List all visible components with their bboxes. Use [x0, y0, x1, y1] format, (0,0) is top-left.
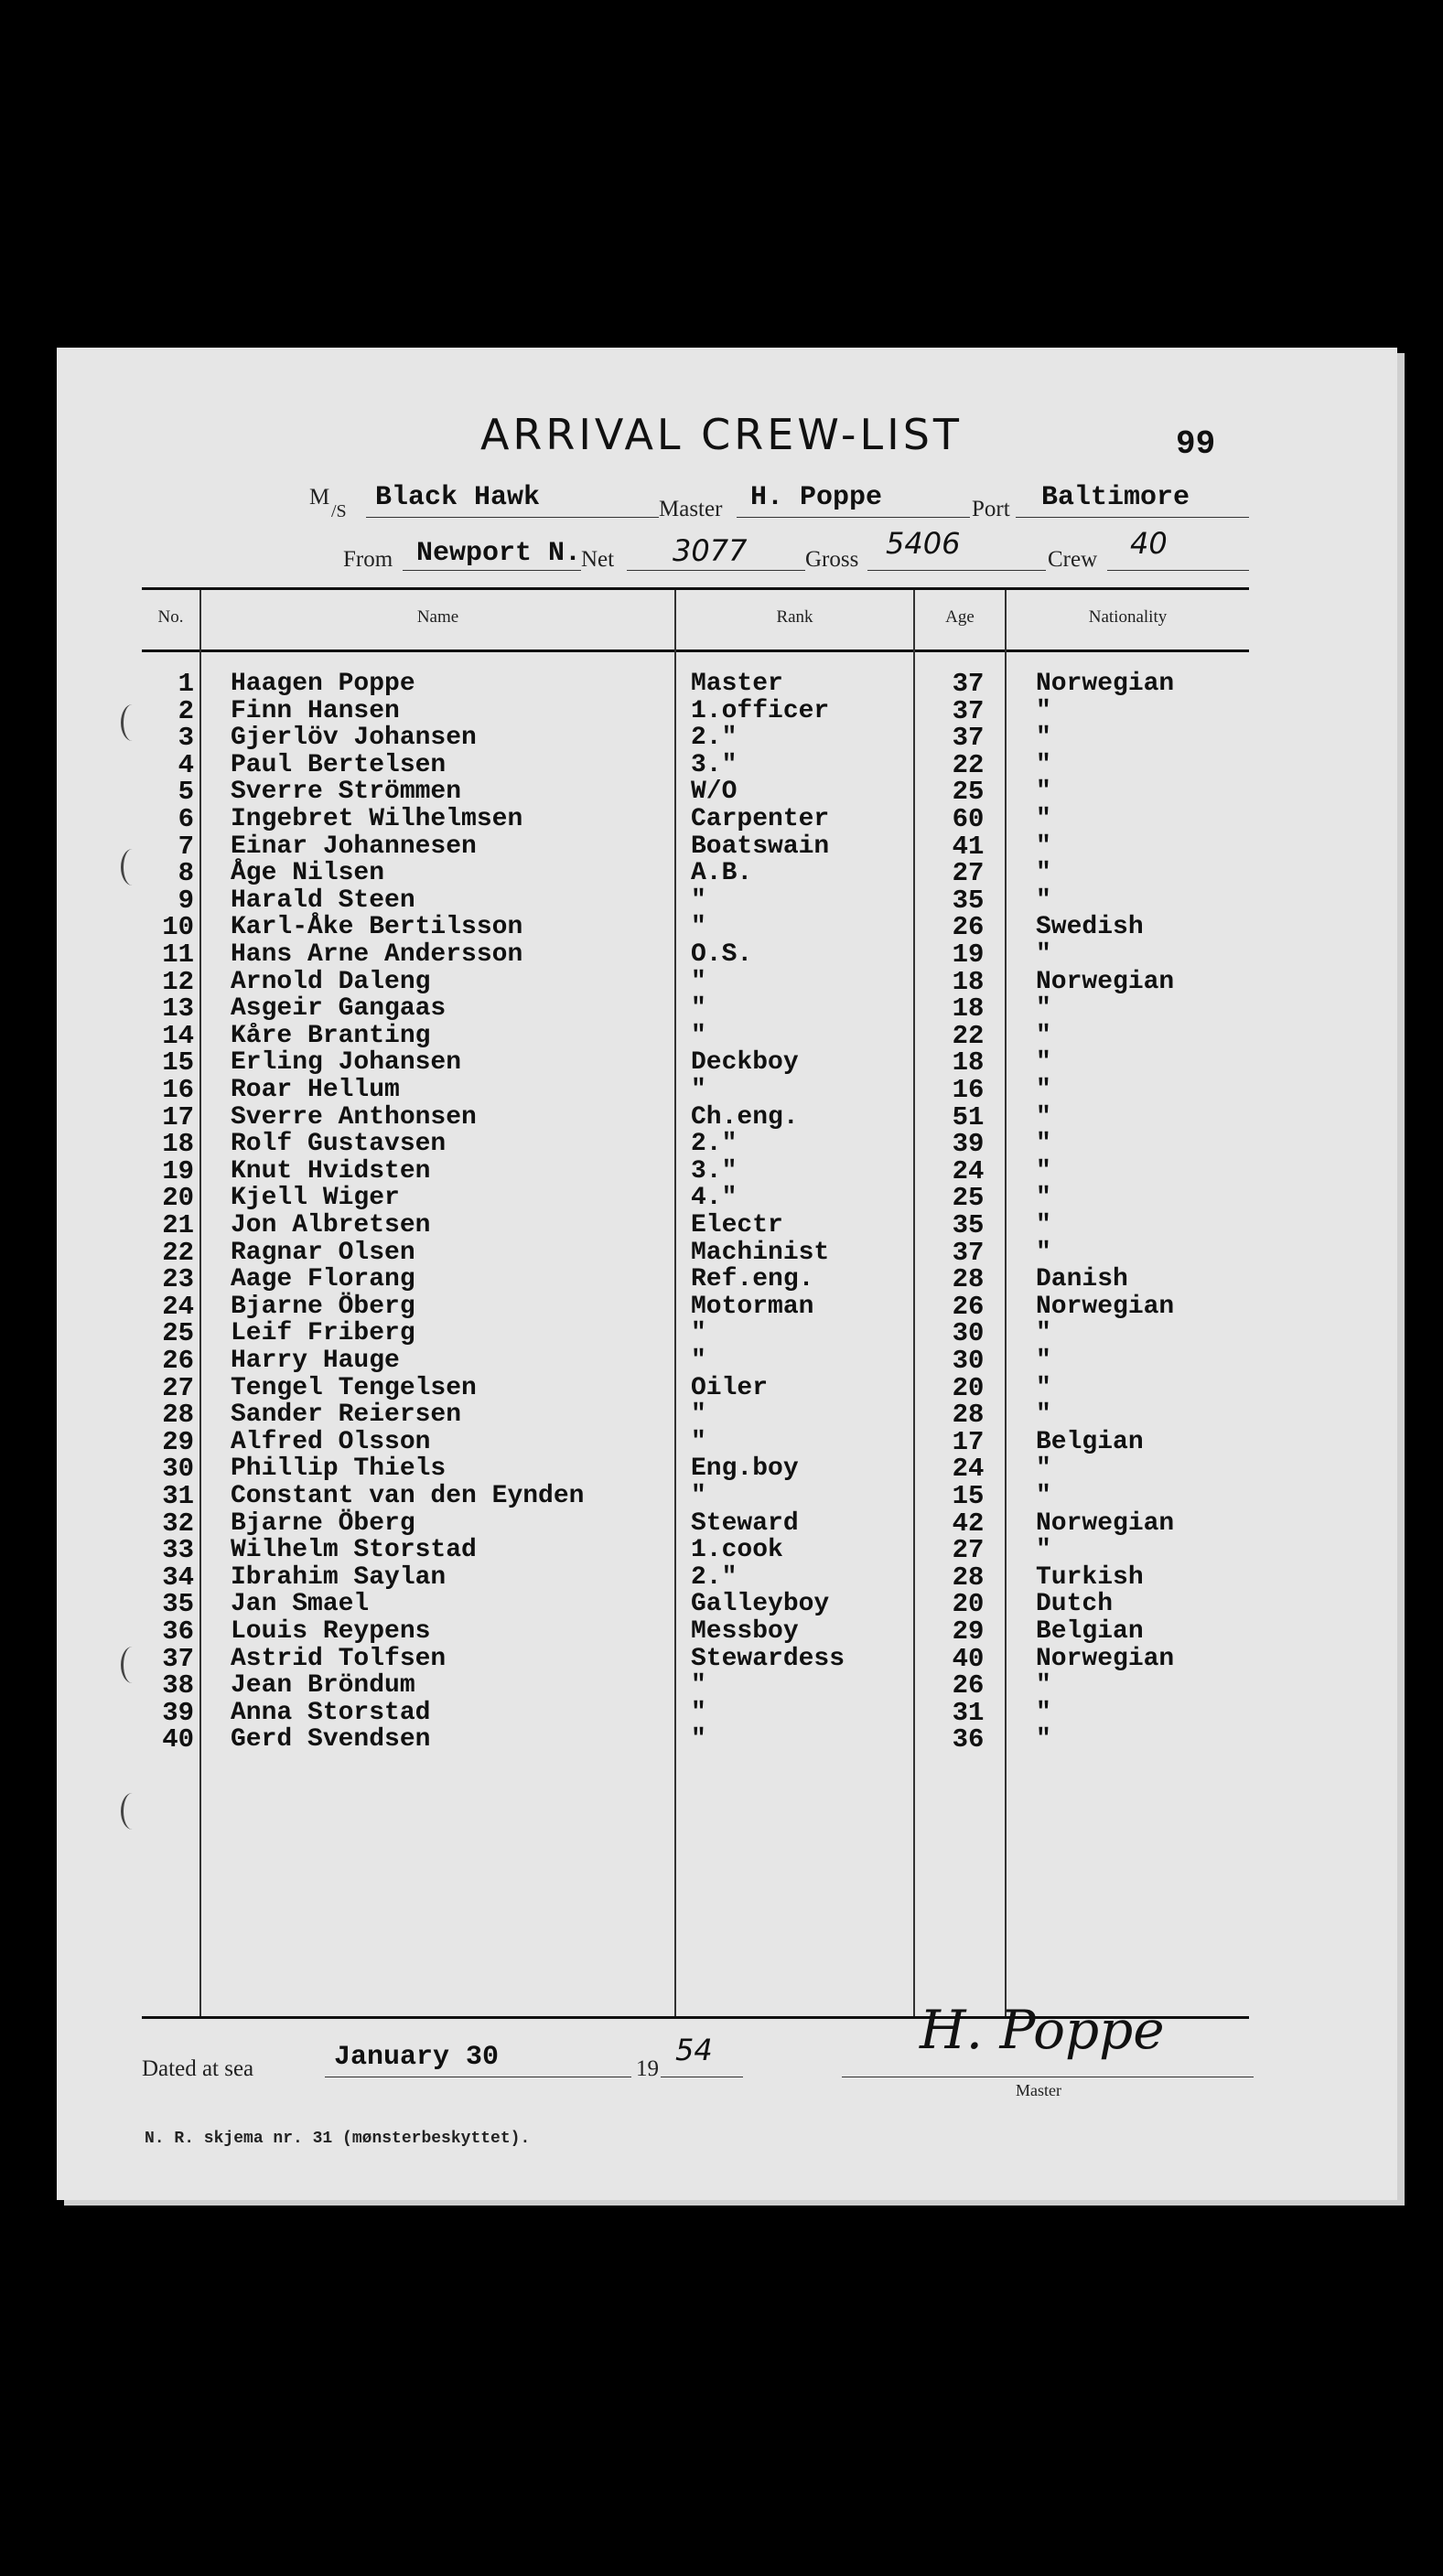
- crew-age: 26: [952, 1292, 985, 1322]
- row-number: 14: [162, 1021, 194, 1051]
- master-label: Master: [659, 497, 723, 521]
- crew-rank: 2.": [691, 1563, 738, 1592]
- crew-rank: Boatswain: [691, 832, 830, 861]
- crew-age: 42: [952, 1508, 985, 1539]
- crew-name: Alfred Olsson: [231, 1428, 431, 1456]
- crew-name: Rolf Gustavsen: [231, 1130, 447, 1158]
- crew-rank: 3.": [691, 751, 738, 779]
- vessel-name: Black Hawk: [375, 482, 541, 513]
- table-row: [0, 724, 1443, 752]
- row-number: 27: [162, 1373, 194, 1403]
- table-row: [0, 1185, 1443, 1212]
- master-signature: H. Poppe: [920, 1999, 1165, 2061]
- row-number: 17: [162, 1102, 194, 1132]
- crew-rank: 3.": [691, 1157, 738, 1186]
- crew-nationality: ": [1036, 1157, 1051, 1186]
- row-number: 31: [162, 1481, 194, 1511]
- year-suffix: 54: [675, 2033, 713, 2067]
- table-row: [0, 1320, 1443, 1347]
- row-number: 12: [162, 967, 194, 997]
- port-underline: [1016, 517, 1249, 518]
- crew-nationality: Swedish: [1036, 913, 1144, 941]
- crew-age: 15: [952, 1481, 985, 1511]
- crew-age: 16: [952, 1075, 985, 1105]
- row-number: 21: [162, 1210, 194, 1240]
- row-number: 22: [162, 1238, 194, 1268]
- row-number: 10: [162, 912, 194, 942]
- row-number: 7: [178, 832, 194, 862]
- crew-name: Karl-Åke Bertilsson: [231, 913, 523, 941]
- row-number: 6: [178, 804, 194, 834]
- crew-age: 37: [952, 1238, 985, 1268]
- row-number: 1: [178, 669, 194, 699]
- crew-age: 60: [952, 804, 985, 834]
- crew-rank: 1.officer: [691, 697, 830, 725]
- crew-rank: Ch.eng.: [691, 1103, 799, 1132]
- crew-age: 31: [952, 1698, 985, 1728]
- row-number: 26: [162, 1346, 194, 1376]
- crew-name: Sander Reiersen: [231, 1401, 462, 1429]
- crew-name: Arnold Daleng: [231, 968, 431, 996]
- punch-hole-mark: [121, 704, 144, 741]
- table-row: [0, 698, 1443, 725]
- crew-name: Erling Johansen: [231, 1048, 462, 1077]
- crew-age: 20: [952, 1589, 985, 1619]
- crew-nationality: ": [1036, 1103, 1051, 1132]
- crew-nationality: ": [1036, 1184, 1051, 1212]
- crew-nationality: ": [1036, 1239, 1051, 1267]
- crew-nationality: ": [1036, 1699, 1051, 1727]
- crew-name: Knut Hvidsten: [231, 1157, 431, 1186]
- year-prefix: 19: [636, 2056, 659, 2081]
- row-number: 2: [178, 696, 194, 726]
- crew-age: 37: [952, 696, 985, 726]
- crew-age: 39: [952, 1129, 985, 1159]
- crew-rank: ": [691, 1076, 706, 1104]
- row-number: 24: [162, 1292, 194, 1322]
- crew-rank: ": [691, 1347, 706, 1375]
- crew-age: 40: [952, 1644, 985, 1674]
- table-row: [0, 1455, 1443, 1483]
- crew-name: Ibrahim Saylan: [231, 1563, 447, 1592]
- row-number: 11: [162, 939, 194, 970]
- crew-age: 27: [952, 858, 985, 888]
- ms-label-m: M: [309, 485, 330, 510]
- crew-name: Ragnar Olsen: [231, 1239, 415, 1267]
- crew-rank: 1.cook: [691, 1536, 783, 1564]
- crew-nationality: ": [1036, 1671, 1051, 1700]
- crew-nationality: ": [1036, 724, 1051, 752]
- crew-nationality: ": [1036, 859, 1051, 887]
- crew-rank: ": [691, 1482, 706, 1510]
- crew-name: Jon Albretsen: [231, 1211, 431, 1240]
- crew-name: Phillip Thiels: [231, 1454, 447, 1483]
- crew-name: Harry Hauge: [231, 1347, 400, 1375]
- row-number: 39: [162, 1698, 194, 1728]
- table-row: [0, 752, 1443, 779]
- col-header-rank: Rank: [776, 607, 813, 627]
- vessel-underline: [366, 517, 659, 518]
- crew-rank: Master: [691, 670, 783, 698]
- row-number: 23: [162, 1264, 194, 1294]
- col-header-name: Name: [416, 607, 459, 627]
- master-underline: [737, 517, 970, 518]
- net-value: 3077: [673, 533, 748, 568]
- crew-name: Aage Florang: [231, 1265, 415, 1293]
- table-row: [0, 914, 1443, 941]
- table-header-rule: [142, 649, 1249, 652]
- crew-name: Wilhelm Storstad: [231, 1536, 477, 1564]
- table-row: [0, 1158, 1443, 1186]
- row-number: 20: [162, 1183, 194, 1213]
- crew-rank: 2.": [691, 1130, 738, 1158]
- row-number: 40: [162, 1724, 194, 1755]
- table-row: [0, 1564, 1443, 1592]
- table-row: [0, 1049, 1443, 1077]
- crew-rank: Steward: [691, 1509, 799, 1538]
- crew-rank: Deckboy: [691, 1048, 799, 1077]
- crew-nationality: ": [1036, 1374, 1051, 1402]
- port-label: Port: [972, 497, 1010, 521]
- crew-age: 26: [952, 912, 985, 942]
- crew-nationality: Turkish: [1036, 1563, 1144, 1592]
- crew-age: 30: [952, 1346, 985, 1376]
- crew-age: 25: [952, 777, 985, 807]
- crew-nationality: ": [1036, 1401, 1051, 1429]
- net-label: Net: [581, 547, 615, 572]
- crew-rank: ": [691, 1428, 706, 1456]
- table-row: [0, 1266, 1443, 1293]
- port-name: Baltimore: [1041, 482, 1190, 513]
- row-number: 18: [162, 1129, 194, 1159]
- col-header-no: No.: [157, 607, 184, 627]
- dated-label: Dated at sea: [142, 2056, 254, 2081]
- crew-rank: ": [691, 1401, 706, 1429]
- col-header-age: Age: [945, 607, 975, 627]
- from-label: From: [343, 547, 393, 572]
- net-underline: [627, 570, 805, 571]
- crew-underline: [1107, 570, 1249, 571]
- punch-hole-mark: [121, 849, 144, 886]
- row-number: 28: [162, 1400, 194, 1430]
- crew-name: Harald Steen: [231, 886, 415, 915]
- crew-rank: ": [691, 994, 706, 1023]
- crew-name: Sverre Strömmen: [231, 778, 462, 806]
- crew-nationality: ": [1036, 697, 1051, 725]
- crew-nationality: Norwegian: [1036, 1293, 1175, 1321]
- row-number: 35: [162, 1589, 194, 1619]
- from-value: Newport N.: [416, 538, 582, 569]
- crew-label: Crew: [1048, 547, 1098, 572]
- crew-rank: ": [691, 968, 706, 996]
- gross-underline: [867, 570, 1046, 571]
- crew-name: Hans Arne Andersson: [231, 940, 523, 969]
- crew-nationality: ": [1036, 1319, 1051, 1347]
- crew-age: 28: [952, 1264, 985, 1294]
- crew-rank: ": [691, 913, 706, 941]
- row-number: 5: [178, 777, 194, 807]
- crew-rank: 2.": [691, 724, 738, 752]
- crew-age: 24: [952, 1156, 985, 1186]
- row-number: 4: [178, 750, 194, 780]
- crew-age: 29: [952, 1616, 985, 1647]
- crew-rank: Messboy: [691, 1617, 799, 1646]
- crew-rank: ": [691, 1671, 706, 1700]
- crew-rank: ": [691, 1022, 706, 1050]
- crew-name: Åge Nilsen: [231, 859, 385, 887]
- crew-age: 22: [952, 1021, 985, 1051]
- crew-nationality: Belgian: [1036, 1428, 1144, 1456]
- crew-rank: A.B.: [691, 859, 753, 887]
- crew-nationality: ": [1036, 1048, 1051, 1077]
- crew-age: 37: [952, 723, 985, 753]
- crew-age: 17: [952, 1427, 985, 1457]
- crew-age: 22: [952, 750, 985, 780]
- crew-rank: Galleyboy: [691, 1590, 830, 1618]
- crew-name: Leif Friberg: [231, 1319, 415, 1347]
- row-number: 29: [162, 1427, 194, 1457]
- crew-name: Tengel Tengelsen: [231, 1374, 477, 1402]
- crew-nationality: ": [1036, 832, 1051, 861]
- table-row: [0, 1104, 1443, 1132]
- crew-age: 41: [952, 832, 985, 862]
- row-number: 13: [162, 993, 194, 1024]
- row-number: 34: [162, 1562, 194, 1593]
- crew-name: Bjarne Öberg: [231, 1293, 415, 1321]
- crew-age: 18: [952, 993, 985, 1024]
- crew-age: 24: [952, 1454, 985, 1484]
- row-number: 33: [162, 1535, 194, 1565]
- row-number: 37: [162, 1644, 194, 1674]
- table-row: [0, 1483, 1443, 1510]
- crew-name: Jan Smael: [231, 1590, 370, 1618]
- table-row: [0, 833, 1443, 861]
- page-number: 99: [1176, 425, 1216, 463]
- crew-rank: Ref.eng.: [691, 1265, 814, 1293]
- row-number: 36: [162, 1616, 194, 1647]
- crew-count: 40: [1130, 526, 1168, 561]
- crew-rank: Carpenter: [691, 805, 830, 833]
- row-number: 16: [162, 1075, 194, 1105]
- crew-nationality: Norwegian: [1036, 968, 1175, 996]
- crew-name: Asgeir Gangaas: [231, 994, 447, 1023]
- crew-name: Astrid Tolfsen: [231, 1645, 447, 1673]
- crew-name: Sverre Anthonsen: [231, 1103, 477, 1132]
- crew-name: Einar Johannesen: [231, 832, 477, 861]
- crew-nationality: ": [1036, 1725, 1051, 1754]
- table-row: [0, 1591, 1443, 1618]
- crew-rank: 4.": [691, 1184, 738, 1212]
- table-row: [0, 1212, 1443, 1240]
- row-number: 19: [162, 1156, 194, 1186]
- crew-nationality: ": [1036, 1022, 1051, 1050]
- table-row: [0, 1537, 1443, 1564]
- crew-nationality: ": [1036, 1211, 1051, 1240]
- crew-name: Kjell Wiger: [231, 1184, 400, 1212]
- crew-name: Gerd Svendsen: [231, 1725, 431, 1754]
- master-sign-label: Master: [1016, 2081, 1061, 2099]
- master-name: H. Poppe: [750, 482, 883, 513]
- ms-label-s: /S: [331, 501, 347, 521]
- crew-age: 36: [952, 1724, 985, 1755]
- gross-label: Gross: [805, 547, 859, 572]
- crew-nationality: ": [1036, 1347, 1051, 1375]
- row-number: 3: [178, 723, 194, 753]
- crew-rank: ": [691, 1699, 706, 1727]
- crew-nationality: ": [1036, 1454, 1051, 1483]
- row-number: 38: [162, 1670, 194, 1701]
- crew-nationality: ": [1036, 940, 1051, 969]
- crew-age: 28: [952, 1400, 985, 1430]
- crew-name: Jean Bröndum: [231, 1671, 415, 1700]
- row-number: 25: [162, 1318, 194, 1348]
- crew-nationality: Danish: [1036, 1265, 1128, 1293]
- crew-name: Finn Hansen: [231, 697, 400, 725]
- crew-age: 35: [952, 1210, 985, 1240]
- punch-hole-mark: [121, 1647, 144, 1683]
- crew-name: Haagen Poppe: [231, 670, 415, 698]
- crew-nationality: ": [1036, 1076, 1051, 1104]
- crew-nationality: Belgian: [1036, 1617, 1144, 1646]
- table-row: [0, 1401, 1443, 1429]
- table-row: [0, 1347, 1443, 1375]
- crew-age: 25: [952, 1183, 985, 1213]
- crew-age: 27: [952, 1535, 985, 1565]
- crew-nationality: ": [1036, 1482, 1051, 1510]
- crew-rank: ": [691, 1725, 706, 1754]
- table-row: [0, 887, 1443, 915]
- crew-rank: Oiler: [691, 1374, 769, 1402]
- crew-age: 18: [952, 967, 985, 997]
- table-row: [0, 1618, 1443, 1646]
- crew-rank: Electr: [691, 1211, 783, 1240]
- crew-age: 30: [952, 1318, 985, 1348]
- row-number: 15: [162, 1047, 194, 1078]
- crew-name: Ingebret Wilhelmsen: [231, 805, 523, 833]
- date-value: January 30: [334, 2042, 500, 2073]
- table-row: [0, 778, 1443, 806]
- table-row: [0, 1510, 1443, 1538]
- table-row: [0, 941, 1443, 969]
- crew-nationality: ": [1036, 1130, 1051, 1158]
- gross-value: 5406: [886, 526, 961, 561]
- crew-age: 26: [952, 1670, 985, 1701]
- table-row: [0, 1077, 1443, 1104]
- crew-nationality: Dutch: [1036, 1590, 1114, 1618]
- crew-age: 19: [952, 939, 985, 970]
- table-row: [0, 860, 1443, 887]
- crew-name: Gjerlöv Johansen: [231, 724, 477, 752]
- form-code: N. R. skjema nr. 31 (mønsterbeskyttet).: [145, 2130, 531, 2148]
- row-number: 8: [178, 858, 194, 888]
- crew-age: 37: [952, 669, 985, 699]
- from-underline: [403, 570, 581, 571]
- punch-hole-mark: [121, 1793, 144, 1830]
- crew-nationality: ": [1036, 1536, 1051, 1564]
- crew-rank: Stewardess: [691, 1645, 845, 1673]
- crew-nationality: Norwegian: [1036, 670, 1175, 698]
- crew-rank: O.S.: [691, 940, 753, 969]
- table-row: [0, 1240, 1443, 1267]
- table-row: [0, 1700, 1443, 1727]
- page-title: ARRIVAL CREW-LIST: [479, 410, 964, 459]
- crew-name: Anna Storstad: [231, 1699, 431, 1727]
- table-row: [0, 1131, 1443, 1158]
- table-row: [0, 1672, 1443, 1700]
- crew-nationality: ": [1036, 778, 1051, 806]
- table-row: [0, 1375, 1443, 1402]
- crew-rank: ": [691, 1319, 706, 1347]
- crew-name: Kåre Branting: [231, 1022, 431, 1050]
- crew-rank: Motorman: [691, 1293, 814, 1321]
- crew-age: 28: [952, 1562, 985, 1593]
- table-row: [0, 806, 1443, 833]
- crew-rank: Eng.boy: [691, 1454, 799, 1483]
- crew-nationality: ": [1036, 751, 1051, 779]
- crew-name: Bjarne Öberg: [231, 1509, 415, 1538]
- crew-name: Constant van den Eynden: [231, 1482, 585, 1510]
- crew-rank: Machinist: [691, 1239, 830, 1267]
- crew-nationality: Norwegian: [1036, 1645, 1175, 1673]
- table-row: [0, 1429, 1443, 1456]
- table-top-rule: [142, 587, 1249, 590]
- table-row: [0, 1646, 1443, 1673]
- crew-name: Paul Bertelsen: [231, 751, 447, 779]
- table-row: [0, 1293, 1443, 1321]
- table-row: [0, 671, 1443, 698]
- crew-nationality: ": [1036, 886, 1051, 915]
- crew-nationality: Norwegian: [1036, 1509, 1175, 1538]
- crew-age: 35: [952, 886, 985, 916]
- crew-rank: W/O: [691, 778, 738, 806]
- table-row: [0, 1726, 1443, 1754]
- row-number: 32: [162, 1508, 194, 1539]
- crew-nationality: ": [1036, 994, 1051, 1023]
- crew-name: Louis Reypens: [231, 1617, 431, 1646]
- table-row: [0, 969, 1443, 996]
- row-number: 30: [162, 1454, 194, 1484]
- table-row: [0, 1023, 1443, 1050]
- table-row: [0, 995, 1443, 1023]
- crew-age: 51: [952, 1102, 985, 1132]
- col-header-nationality: Nationality: [1088, 607, 1168, 627]
- crew-rank: ": [691, 886, 706, 915]
- row-number: 9: [178, 886, 194, 916]
- crew-nationality: ": [1036, 805, 1051, 833]
- crew-age: 18: [952, 1047, 985, 1078]
- crew-age: 20: [952, 1373, 985, 1403]
- crew-name: Roar Hellum: [231, 1076, 400, 1104]
